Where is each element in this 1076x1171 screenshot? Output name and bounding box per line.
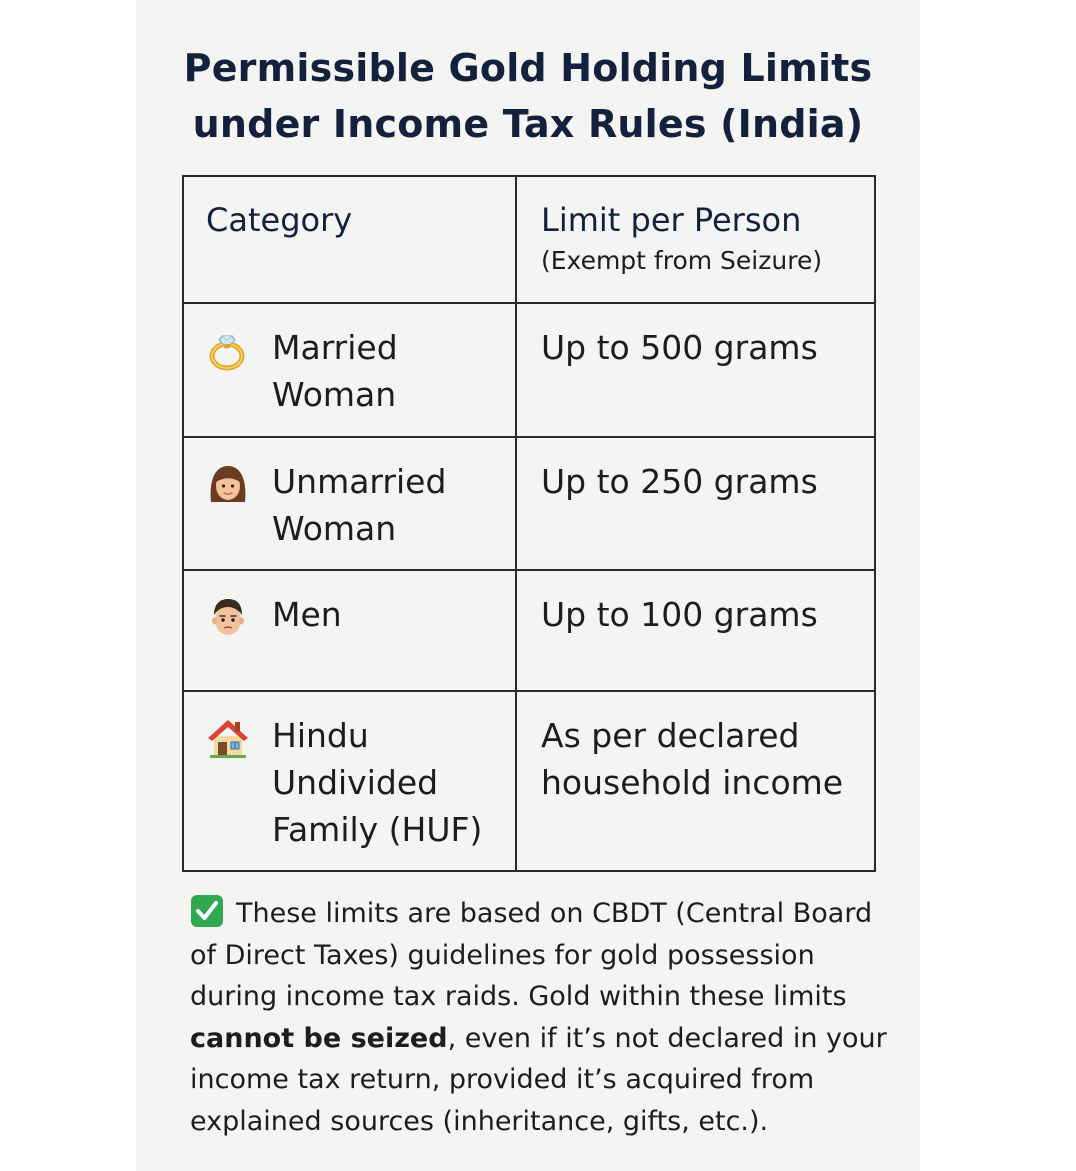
category-cell <box>183 691 516 871</box>
category-label: Woman <box>272 509 397 548</box>
header-limit-title: Limit per Person <box>541 201 802 239</box>
table-header-row <box>183 176 875 303</box>
footnote-text-part-2: , even if it’s not declared in your income tax return, provided it’s acquired from explained sources (inheritance, gifts, etc.). <box>190 1022 887 1137</box>
house-icon <box>206 716 250 760</box>
limit-value: Up to 100 grams <box>541 595 818 634</box>
table-row <box>183 691 875 871</box>
table-row <box>183 437 875 570</box>
category-cell <box>183 437 516 570</box>
category-label: Men <box>272 595 342 634</box>
category-label: Undivided <box>272 763 439 802</box>
category-label: Unmarried <box>272 462 447 501</box>
page-title-line-1: Permissible Gold Holding Limits <box>183 46 873 90</box>
limit-value: Up to 500 grams <box>541 328 818 367</box>
category-label: Married <box>272 328 398 367</box>
category-label: Family (HUF) <box>272 810 483 849</box>
header-limit-subtitle: (Exempt from Seizure) <box>541 246 823 275</box>
gold-limits-table <box>182 175 876 872</box>
limit-value: As per declared <box>541 716 800 755</box>
table-row <box>183 570 875 691</box>
category-label: Hindu <box>272 716 369 755</box>
footnote <box>190 893 890 1142</box>
category-label: Woman <box>272 375 397 414</box>
woman-icon <box>206 462 250 506</box>
ring-icon <box>206 328 250 372</box>
man-icon <box>206 595 250 639</box>
limit-value: Up to 250 grams <box>541 462 818 501</box>
limit-value: household income <box>541 763 844 802</box>
header-limit <box>516 176 875 303</box>
limit-cell <box>516 303 875 437</box>
footnote-bold-text: cannot be seized <box>190 1022 448 1054</box>
limit-cell <box>516 437 875 570</box>
page-title <box>136 40 920 152</box>
header-category: Category <box>183 176 516 303</box>
category-cell <box>183 570 516 691</box>
category-cell <box>183 303 516 437</box>
limit-cell <box>516 691 875 871</box>
limit-cell <box>516 570 875 691</box>
footnote-text-part-1: These limits are based on CBDT (Central Board of Direct Taxes) guidelines for gold possession during income tax raids. Gold within these limits <box>190 898 873 1012</box>
document-card <box>136 0 920 1171</box>
page-title-line-2: under Income Tax Rules (India) <box>192 102 864 146</box>
table-row <box>183 303 875 437</box>
check-mark-icon <box>190 894 224 928</box>
